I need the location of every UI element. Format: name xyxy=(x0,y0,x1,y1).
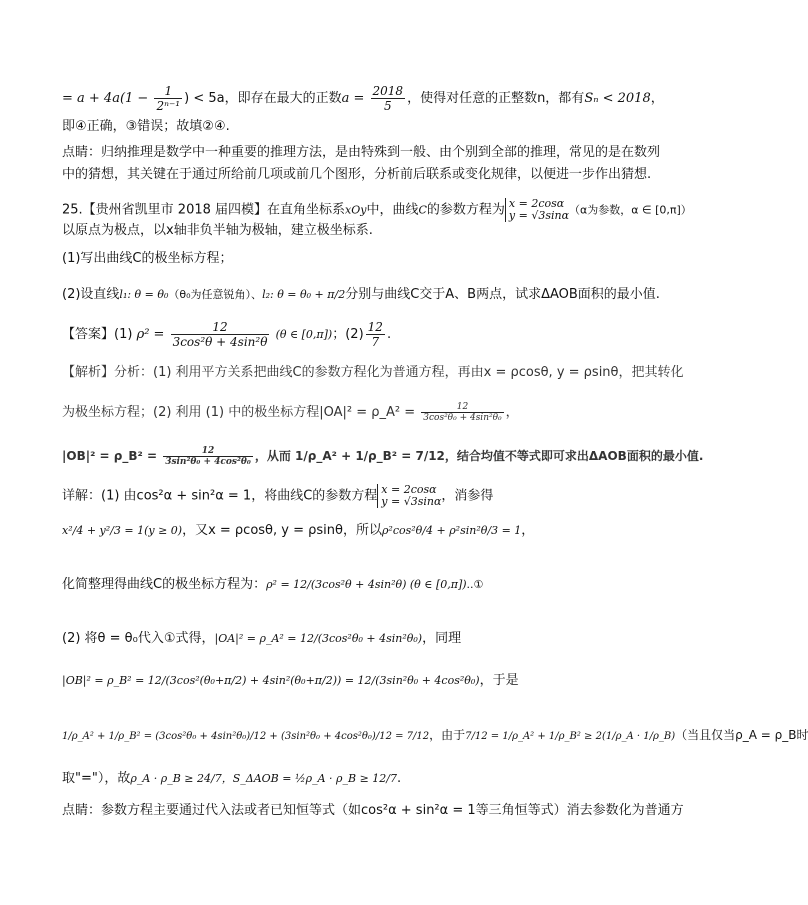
detail-note: 点睛：参数方程主要通过代入法或者已知恒等式（如cos²α + sin²α = 1等三角恒等式）消去参数化为普通方 xyxy=(62,803,684,818)
problem-line-1: 25.【贵州省凯里市 2018 届四模】在直角坐标系xOy中，曲线C的参数方程为 x = 2cosα y = √3sinα （α为参数，α ∈ [0,π]） xyxy=(62,197,692,222)
detail-line-2: x²/4 + y²/3 = 1(y ≥ 0)，又x = ρcosθ, y = ρsinθ，所以ρ²cos²θ/4 + ρ²sin²θ/3 = 1， xyxy=(62,523,535,538)
intro-line-2: 即④正确，③错误；故填②④. xyxy=(62,119,230,134)
fraction: $\frac{12}{\text{3sin²θ₀ + 4cos²θ₀}}$ xyxy=(165,446,251,467)
fraction: $\frac{12}{\text{3cos²θ₀ + 4sin²θ₀}}$ xyxy=(423,402,502,423)
answer-2-fraction: $\frac{12}{7}$ xyxy=(367,320,383,349)
analysis-line-3: |OB|² = ρ_B² = $\frac{12}{\text{3sin²θ₀ + 4cos²θ₀}}$ ，从而 1/ρ_A² + 1/ρ_B² = 7/12，结合均值不等式即可求出ΔAOB面积的最小值. xyxy=(62,446,704,467)
note-line-1: 点睛：归纳推理是数学中一种重要的推理方法，是由特殊到一般、由个别到全部的推理，常见的是在数列 xyxy=(62,145,661,160)
detail-line-3: 化简整理得曲线C的极坐标方程为：ρ² = 12/(3cos²θ + 4sin²θ) (θ ∈ [0,π])..① xyxy=(62,577,484,592)
answer-fraction: $\frac{12}{\text{3cos²θ + 4sin²θ}}$ xyxy=(172,320,268,349)
intro-line-1: = a + 4a(1 − $\frac{1}{\text{2ⁿ⁻¹}}$ ) < 5a，即存在最大的正数a = $\frac{2018}{5}$ ，使得对任意的正整数n，都有Sₙ < 2018， xyxy=(62,84,664,113)
fraction: $\frac{2018}{5}$ xyxy=(372,84,404,113)
detail-line-4: (2) 将θ = θ₀代入①式得，|OA|² = ρ_A² = 12/(3cos²θ₀ + 4sin²θ₀)，同理 xyxy=(62,631,462,646)
fraction: $\frac{1}{\text{2ⁿ⁻¹}}$ xyxy=(156,84,181,113)
detail-line-6: 1/ρ_A² + 1/ρ_B² = (3cos²θ₀ + 4sin²θ₀)/12 + (3sin²θ₀ + 4cos²θ₀)/12 = 7/12，由于7/12 = 1/ρ_A² + 1/ρ_B² ≥ 2(1/ρ_A · 1/ρ_B)（当且仅当ρ_A = ρ_B时 xyxy=(62,728,808,742)
answer-line: 【答案】(1) ρ² = $\frac{12}{\text{3cos²θ + 4sin²θ}}$ (θ ∈ [0,π])；(2) $\frac{12}{7}$ . xyxy=(62,320,392,349)
analysis-line-1: 【解析】分析：(1) 利用平方关系把曲线C的参数方程化为普通方程，再由x = ρcosθ, y = ρsinθ，把其转化 xyxy=(62,365,684,380)
param-system: x = 2cosα y = √3sinα xyxy=(377,484,441,508)
question-2: (2)设直线l₁: θ = θ₀（θ₀为任意锐角）、l₂: θ = θ₀ + π/2分别与曲线C交于A、B两点，试求ΔAOB面积的最小值. xyxy=(62,287,660,302)
question-1: (1)写出曲线C的极坐标方程； xyxy=(62,251,233,266)
problem-line-2: 以原点为极点，以x轴非负半轴为极轴，建立极坐标系. xyxy=(62,223,373,238)
note-line-2: 中的猜想，其关键在于通过所给前几项或前几个图形，分析前后联系或变化规律，以便进一步作出猜想. xyxy=(62,167,652,182)
param-system: x = 2cosα y = √3sinα xyxy=(505,198,569,222)
analysis-line-2: 为极坐标方程；(2) 利用 (1) 中的极坐标方程|OA|² = ρ_A² = $\frac{12}{\text{3cos²θ₀ + 4sin²θ₀}}$ ， xyxy=(62,402,519,423)
detail-line-5: |OB|² = ρ_B² = 12/(3cos²(θ₀+π/2) + 4sin²(θ₀+π/2)) = 12/(3sin²θ₀ + 4cos²θ₀)，于是 xyxy=(62,673,519,688)
detail-line-1: 详解：(1) 由cos²α + sin²α = 1，将曲线C的参数方程 x = 2cosα y = √3sinα ，消参得 xyxy=(62,483,494,508)
detail-line-7: 取"="），故ρ_A · ρ_B ≥ 24/7，S_ΔAOB = ½ρ_A · ρ_B ≥ 12/7. xyxy=(62,771,402,786)
